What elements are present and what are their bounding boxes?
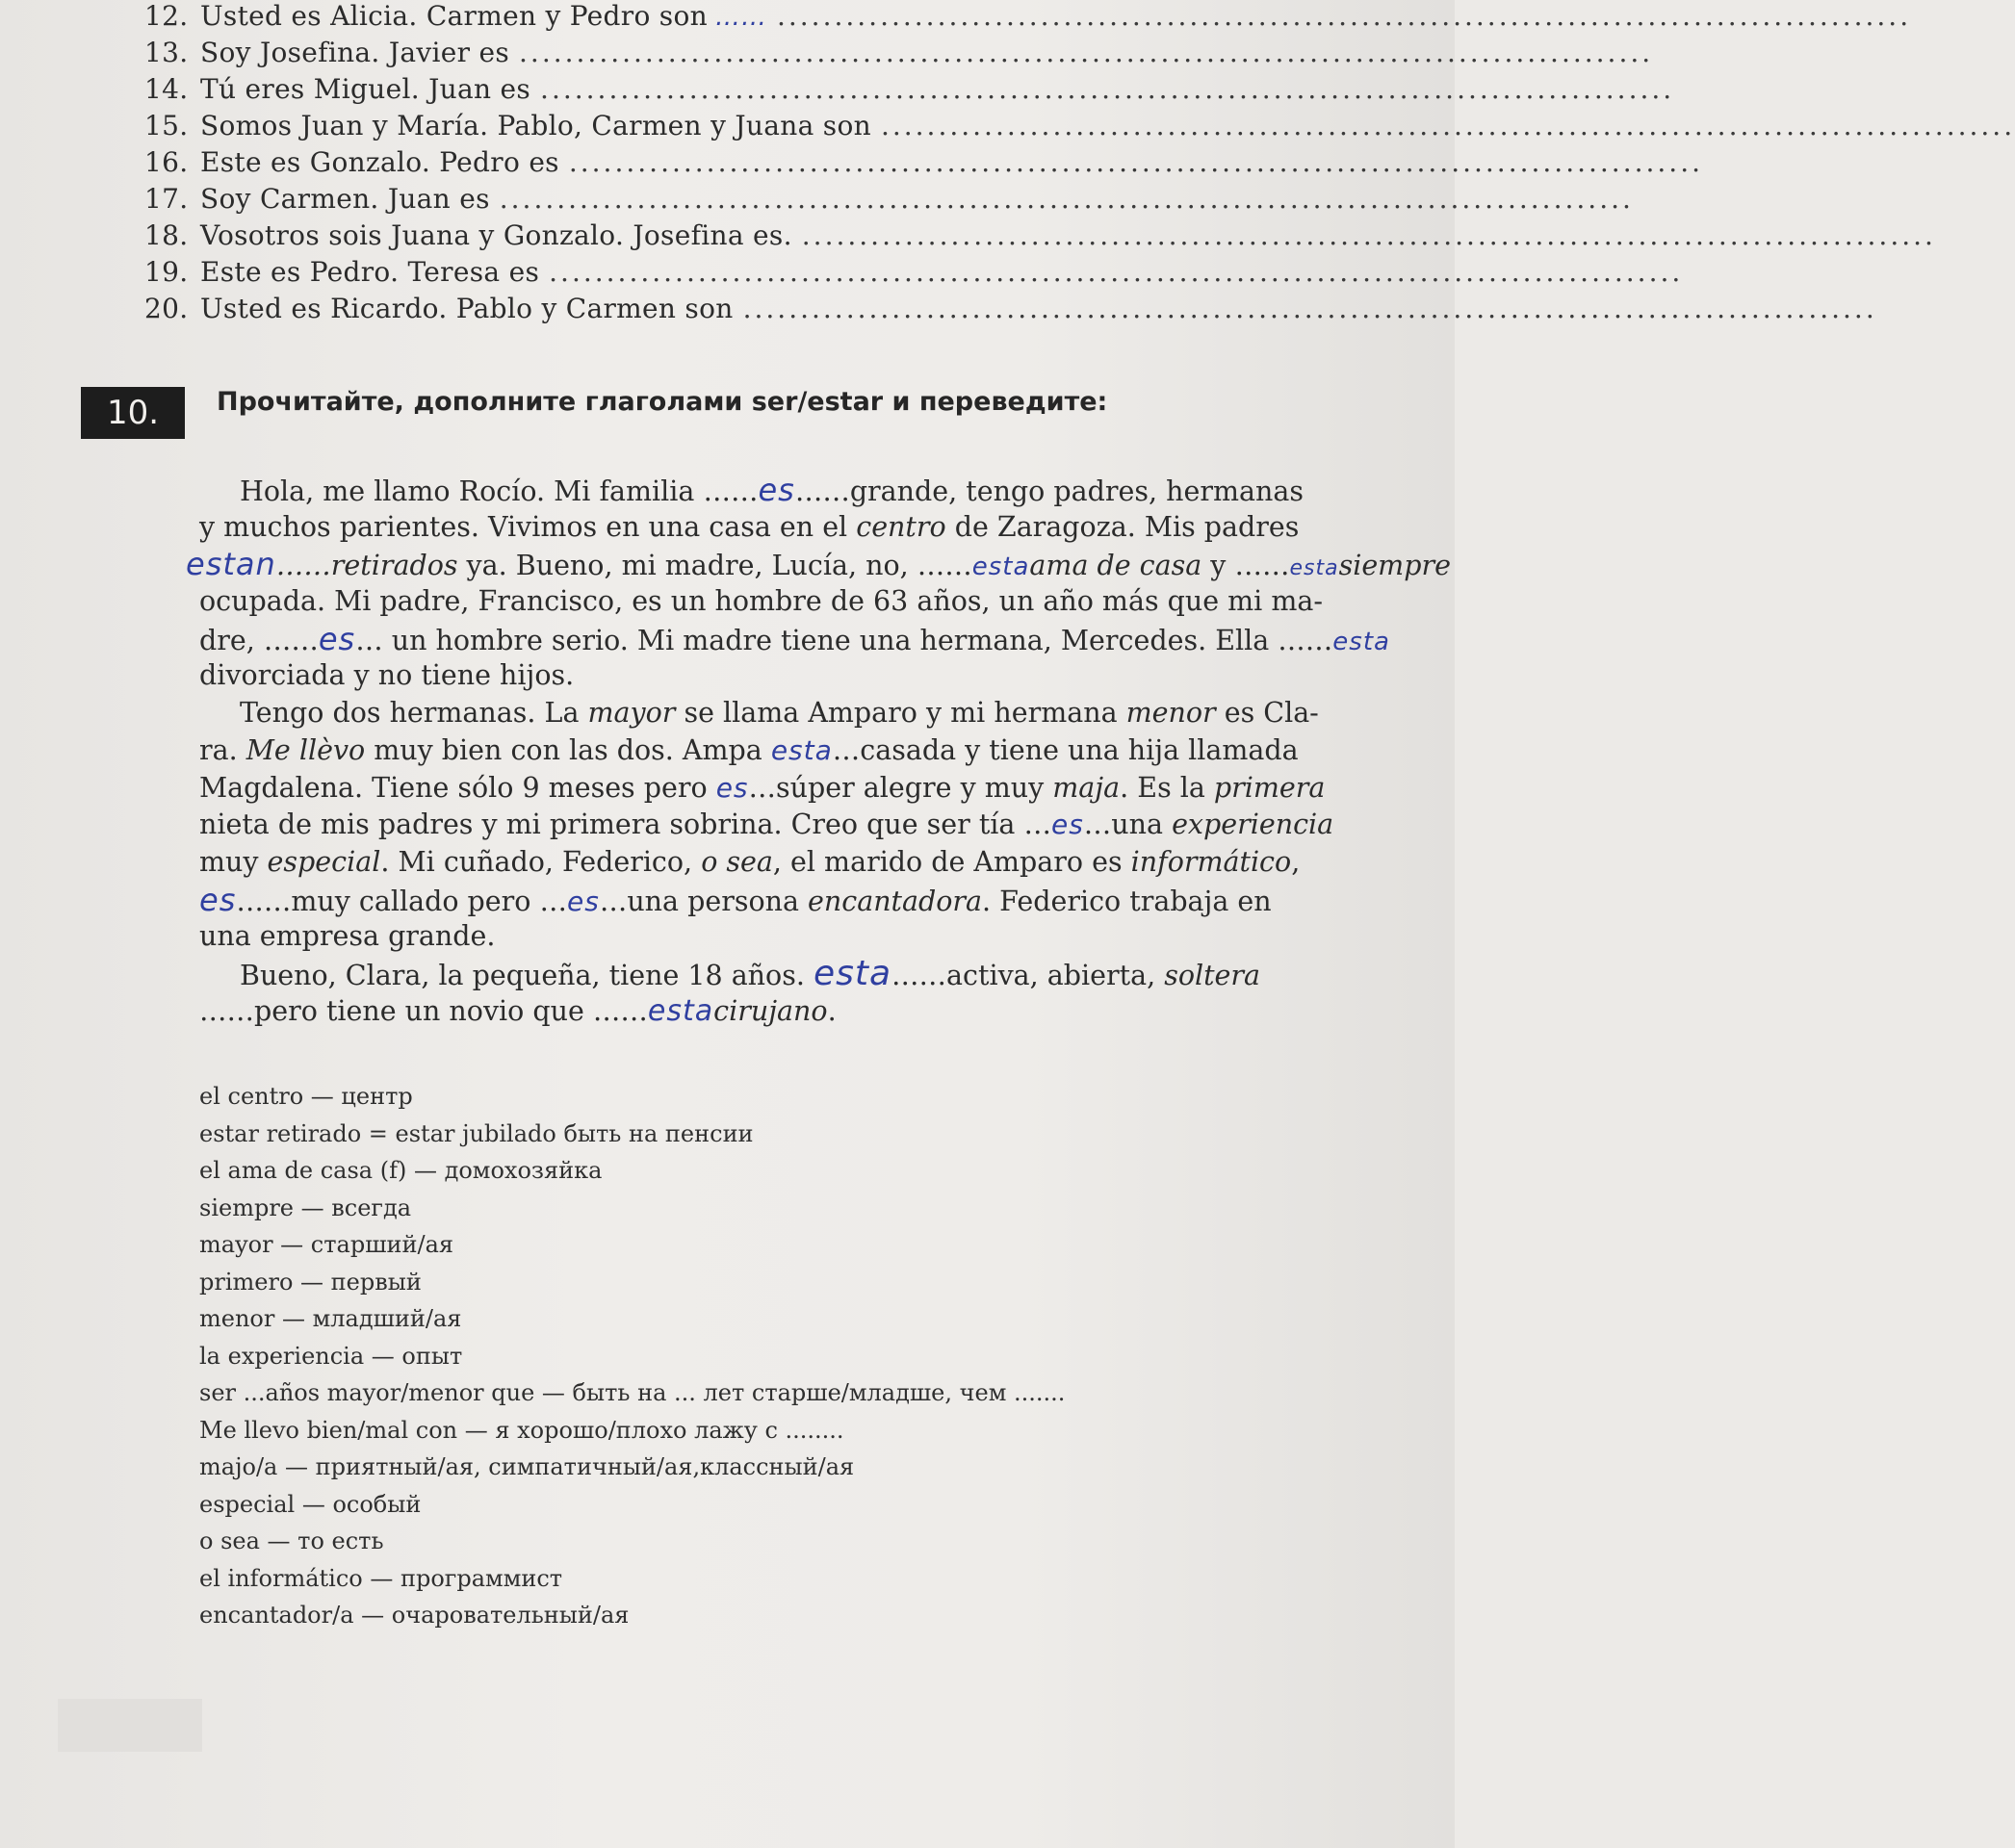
vocabulary-item: estar retirado = estar jubilado быть на пенсии xyxy=(199,1119,754,1147)
vocabulary-item: siempre — всегда xyxy=(199,1194,412,1221)
list-item xyxy=(144,37,1654,73)
vocabulary-item: majo/a — приятный/ая, симпатичный/ая,классный/ая xyxy=(199,1453,855,1480)
answer-dots: ................................................................................................... xyxy=(880,110,2015,141)
handwritten-answer: esta xyxy=(971,552,1030,582)
list-item xyxy=(144,73,1675,110)
handwritten-answer: esta xyxy=(813,953,892,993)
handwritten-answer: esta xyxy=(1289,556,1339,581)
item-text: Este es Pedro. Teresa es xyxy=(200,256,540,288)
text-line: y muchos parientes. Vivimos en una casa en el centro de Zaragoza. Mis padres xyxy=(199,510,1300,543)
text-line: estan……retirados ya. Bueno, mi madre, Lucía, no, ……estaama de casa y ……estasiempre xyxy=(186,546,1451,583)
list-item xyxy=(144,293,1877,329)
answer-dots: ................................................................................................... xyxy=(742,293,1877,324)
handwritten-answer: es xyxy=(715,771,749,804)
answer-dots: ................................................................................................... xyxy=(568,146,1703,178)
text-line: divorciada y no tiene hijos. xyxy=(199,659,575,692)
vocabulary-item: o sea — то есть xyxy=(199,1527,384,1554)
handwritten-answer: es xyxy=(758,472,795,508)
answer-dots: ................................................................................................... xyxy=(499,183,1634,215)
text-line: ……pero tiene un novio que ……estacirujano. xyxy=(199,993,837,1028)
list-item xyxy=(144,146,1703,183)
item-text: Somos Juan y María. Pablo, Carmen y Juana son xyxy=(200,110,871,141)
text-line: Bueno, Clara, la pequeña, tiene 18 años. esta……activa, abierta, soltera xyxy=(240,953,1261,993)
vocabulary-item: el informático — программист xyxy=(199,1564,563,1592)
item-number: 15. xyxy=(144,110,189,141)
item-text: Vosotros sois Juana y Gonzalo. Josefina es. xyxy=(200,219,792,251)
handwritten-answer: es xyxy=(199,881,237,918)
item-number: 17. xyxy=(144,183,189,215)
vocabulary-item: mayor — старший/ая xyxy=(199,1231,454,1258)
answer-dots: ................................................................................................... xyxy=(549,256,1684,288)
vocabulary-list xyxy=(199,1078,1065,1634)
handwritten-answer: esta xyxy=(647,993,714,1028)
item-text: Soy Carmen. Juan es xyxy=(200,183,490,215)
item-text: Este es Gonzalo. Pedro es xyxy=(200,146,559,178)
item-number: 13. xyxy=(144,37,189,68)
text-line: muy especial. Mi cuñado, Federico, o sea, el marido de Amparo es informático, xyxy=(199,845,1301,878)
text-line: Tengo dos hermanas. La mayor se llama Amparo y mi hermana menor es Cla- xyxy=(240,697,1319,730)
handwritten-answer: estan xyxy=(186,546,276,583)
page-shadow xyxy=(58,1699,202,1752)
handwritten-answer: …… xyxy=(714,3,767,32)
vocabulary-item: Me llevo bien/mal con — я хорошо/плохо лажу с ........ xyxy=(199,1416,844,1444)
vocabulary-item: menor — младший/ая xyxy=(199,1305,462,1332)
item-number: 12. xyxy=(144,0,189,32)
list-item xyxy=(144,183,1634,219)
text-line: es……muy callado pero …es…una persona encantadora. Federico trabaja en xyxy=(199,881,1272,918)
exercise-instruction: Прочитайте, дополните глаголами ser/estar и переведите: xyxy=(217,387,1108,417)
reading-text xyxy=(186,472,1451,1030)
handwritten-answer: esta xyxy=(1332,627,1390,656)
vocabulary-item: el ama de casa (f) — домохозяйка xyxy=(199,1157,603,1184)
vocabulary-item: la experiencia — опыт xyxy=(199,1342,463,1370)
item-text: Soy Josefina. Javier es xyxy=(200,37,510,68)
list-item xyxy=(144,256,1684,293)
text-line: una empresa grande. xyxy=(199,920,496,953)
item-number: 14. xyxy=(144,73,189,105)
answer-dots: ................................................................................................... xyxy=(776,0,1912,32)
vocabulary-item: encantador/a — очаровательный/ая xyxy=(199,1602,630,1629)
handwritten-answer: esta xyxy=(770,733,833,766)
item-number: 16. xyxy=(144,146,189,178)
text-line: Magdalena. Tiene sólo 9 meses pero es…súper alegre y muy maja. Es la primera xyxy=(199,771,1326,804)
vocabulary-item: especial — особый xyxy=(199,1490,422,1518)
item-number: 20. xyxy=(144,293,189,324)
vocabulary-item: primero — первый xyxy=(199,1268,422,1296)
list-item xyxy=(144,110,2015,146)
question-list xyxy=(144,0,2015,329)
answer-dots: ................................................................................................... xyxy=(540,73,1675,105)
item-text: Usted es Ricardo. Pablo y Carmen son xyxy=(200,293,734,324)
item-number: 19. xyxy=(144,256,189,288)
item-text: Usted es Alicia. Carmen y Pedro son xyxy=(200,0,708,32)
item-text: Tú eres Miguel. Juan es xyxy=(200,73,531,105)
text-line: ra. Me llèvo muy bien con las dos. Ampa esta…casada y tiene una hija llamada xyxy=(199,733,1299,766)
handwritten-answer: es xyxy=(1050,808,1084,841)
handwritten-answer: es xyxy=(318,620,356,657)
text-line: ocupada. Mi padre, Francisco, es un hombre de 63 años, un año más que mi ma- xyxy=(199,585,1323,618)
answer-dots: ................................................................................................... xyxy=(519,37,1654,68)
list-item xyxy=(144,0,1912,37)
vocabulary-item: el centro — центр xyxy=(199,1083,413,1110)
text-line: Hola, me llamo Rocío. Mi familia ……es……grande, tengo padres, hermanas xyxy=(240,472,1304,508)
exercise-number-badge: 10. xyxy=(81,387,185,439)
text-line: dre, ……es… un hombre serio. Mi madre tiene una hermana, Mercedes. Ella ……esta xyxy=(199,620,1390,657)
handwritten-answer: es xyxy=(567,885,600,917)
answer-dots: ................................................................................................... xyxy=(801,219,1936,251)
item-number: 18. xyxy=(144,219,189,251)
text-line: nieta de mis padres y mi primera sobrina. Creo que ser tía …es…una experiencia xyxy=(199,808,1334,841)
vocabulary-item: ser ...años mayor/menor que — быть на ... лет старше/младше, чем ....... xyxy=(199,1379,1066,1406)
list-item xyxy=(144,219,1936,256)
